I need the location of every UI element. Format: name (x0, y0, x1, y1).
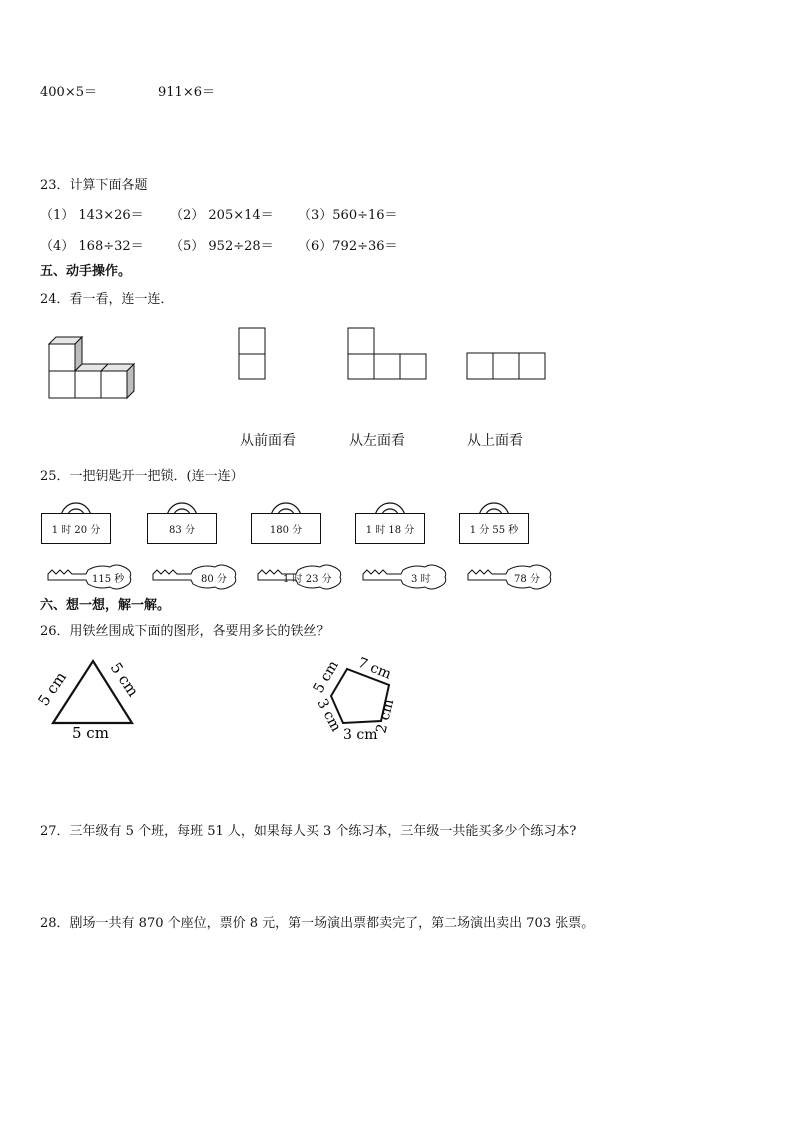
key-label: 3 时 (411, 574, 431, 585)
q23-item: （5） 952÷28＝ (170, 239, 274, 254)
q28-text: 28．剧场一共有 870 个座位，票价 8 元，第一场演出票都卖完了，第二场演出卖出 703 张票。 (40, 916, 595, 931)
view-label-front: 从前面看 (240, 433, 296, 449)
top-view-figure (466, 352, 548, 381)
view-label-top: 从上面看 (467, 433, 523, 449)
key (149, 564, 239, 590)
triangle-side-label: 5 cm (72, 724, 109, 742)
q26-title: 26．用铁丝围成下面的图形，各要用多长的铁丝？ (40, 624, 330, 639)
equation-911x6: 911×6＝ (158, 85, 215, 100)
section-6-heading: 六、想一想，解一解。 (40, 598, 171, 613)
pentagon-side-label: 3 cm (343, 727, 378, 743)
q23-item: （2） 205×14＝ (170, 208, 274, 223)
lock-label: 1 分 55 秒 (469, 525, 519, 536)
section-5-heading: 五、动手操作。 (40, 264, 132, 279)
key (464, 564, 554, 590)
cube-stack-figure (45, 333, 140, 403)
lock (355, 500, 425, 550)
lock-label: 83 分 (169, 525, 195, 536)
pentagon-side-label: 7 cm (355, 654, 394, 683)
lock (459, 500, 529, 550)
q24-title: 24．看一看，连一连． (40, 292, 174, 307)
key-label: 1 时 23 分 (283, 574, 332, 585)
lock-label: 1 时 20 分 (51, 525, 101, 536)
q23-item: （4） 168÷32＝ (40, 239, 144, 254)
lock (41, 500, 111, 550)
equation-400x5: 400×5＝ (40, 85, 97, 100)
left-view-figure (347, 327, 429, 381)
key-icon (359, 564, 449, 590)
pentagon-side-label: 2 cm (373, 697, 398, 735)
triangle-side-label: 5 cm (106, 659, 143, 700)
lock-label: 1 时 18 分 (365, 525, 415, 536)
lock (251, 500, 321, 550)
triangle-figure (34, 655, 150, 742)
key (254, 564, 344, 590)
q23-item: （3）560÷16＝ (298, 208, 398, 223)
pentagon-figure (305, 652, 405, 744)
front-view-figure (238, 327, 268, 381)
key (359, 564, 449, 590)
q27-text: 27．三年级有 5 个班，每班 51 人，如果每人买 3 个练习本，三年级一共能买多少个练习本? (40, 824, 577, 839)
q23-item: （1） 143×26＝ (40, 208, 144, 223)
key-icon (464, 564, 554, 590)
lock-label: 180 分 (269, 525, 303, 536)
lock (147, 500, 217, 550)
q23-title: 23．计算下面各题 (40, 178, 148, 193)
triangle-side-label: 5 cm (34, 668, 70, 710)
q23-item: （6）792÷36＝ (298, 239, 398, 254)
view-label-left: 从左面看 (349, 433, 405, 449)
key (44, 564, 134, 590)
key-label: 80 分 (201, 574, 227, 585)
q25-title: 25．一把钥匙开一把锁．(连一连） (40, 469, 244, 484)
key-label: 78 分 (514, 574, 540, 585)
key-label: 115 秒 (92, 574, 125, 585)
pentagon-side-label: 3 cm (313, 696, 344, 735)
pentagon-side-label: 5 cm (310, 658, 342, 696)
